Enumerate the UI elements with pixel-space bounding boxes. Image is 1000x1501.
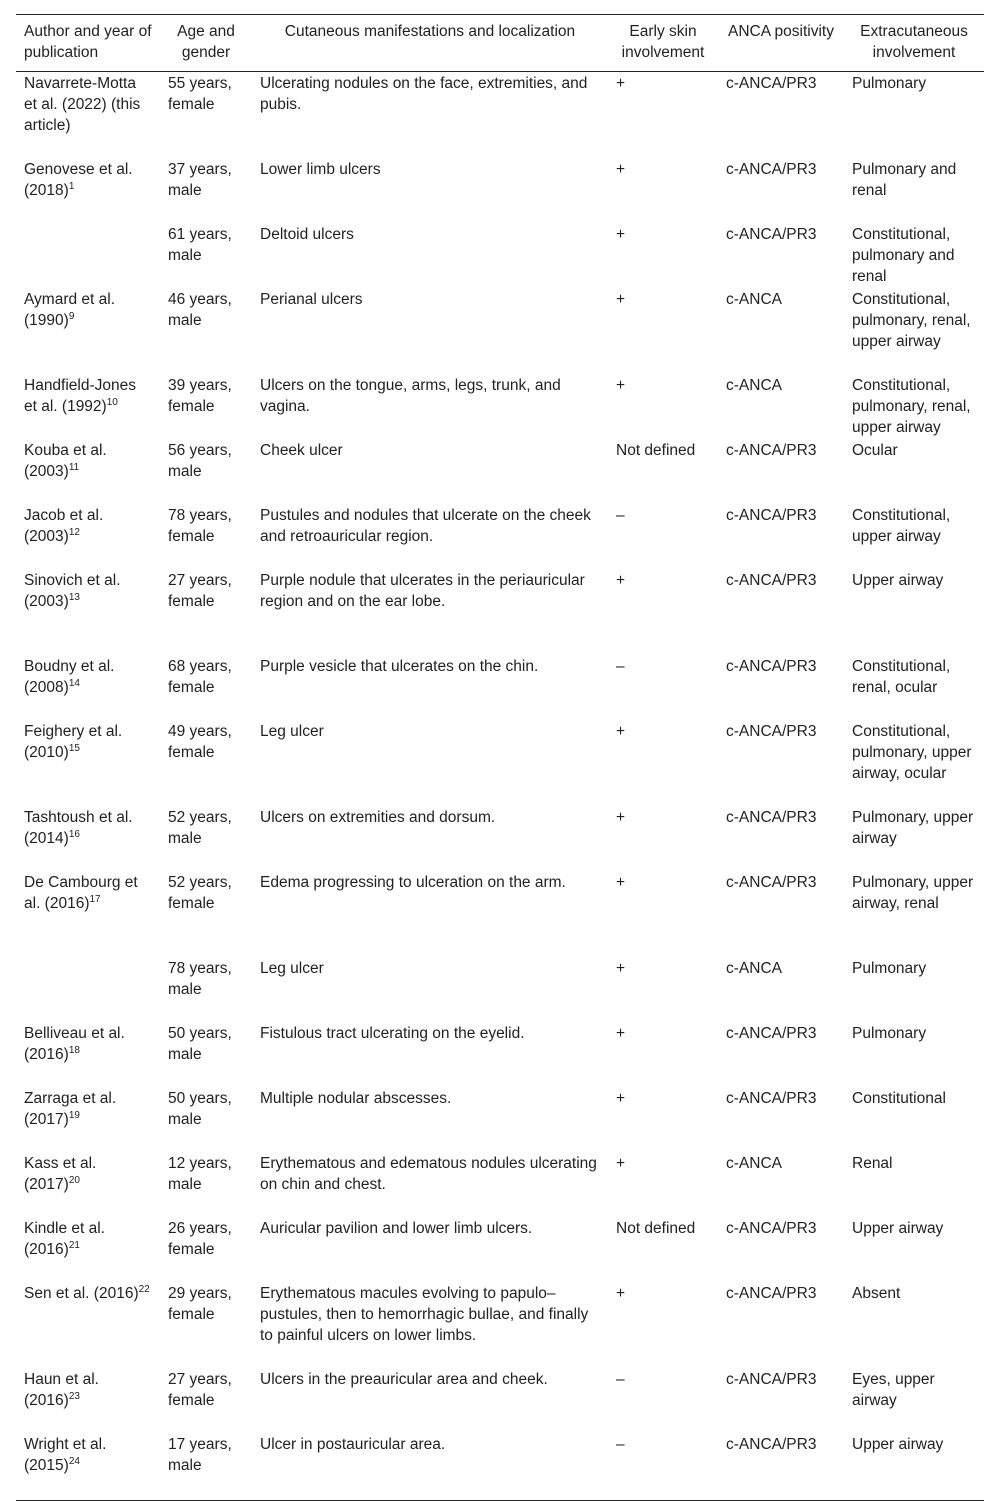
cell-extracutaneous: Pulmonary [852, 1025, 927, 1042]
cell-extracutaneous: Constitutional [852, 1090, 946, 1107]
cell-early-skin: – [616, 658, 625, 675]
cell-age-gender: 39 years, female [168, 377, 232, 415]
cell-age-gender: 55 years, female [168, 75, 232, 113]
cell-extracutaneous: Constitutional, pulmonary and renal [852, 226, 955, 285]
cell-cutaneous: Erythematous and edematous nodules ulcerating on chin and chest. [260, 1155, 597, 1193]
header-anca: ANCA positivity [728, 23, 834, 40]
cell-extracutaneous: Constitutional, renal, ocular [852, 658, 951, 696]
author-text: Belliveau et al. (2016) [24, 1025, 125, 1063]
cell-extracutaneous: Upper airway [852, 1220, 944, 1237]
author-text: Kouba et al. (2003) [24, 442, 107, 480]
cell-cutaneous: Ulcers on extremities and dorsum. [260, 809, 496, 826]
cell-anca: c-ANCA/PR3 [726, 1285, 817, 1302]
cell-age-gender: 52 years, female [168, 874, 232, 912]
cell-extracutaneous: Ocular [852, 442, 898, 459]
cell-author [16, 1153, 160, 1218]
header-cutaneous: Cutaneous manifestations and localization [284, 23, 576, 40]
cell-cutaneous: Lower limb ulcers [260, 161, 381, 178]
cell-author [16, 958, 160, 1023]
cell-cutaneous: Ulcerating nodules on the face, extremities, and pubis. [260, 75, 588, 113]
cell-cutaneous: Purple vesicle that ulcerates on the chin. [260, 658, 539, 675]
cell-anca: c-ANCA [726, 960, 782, 977]
cell-cutaneous: Pustules and nodules that ulcerate on the cheek and retroauricular region. [260, 507, 591, 545]
table-row [16, 159, 984, 224]
reference-number: 1 [68, 180, 75, 192]
cell-cutaneous: Ulcer in postauricular area. [260, 1436, 446, 1453]
cell-cutaneous: Perianal ulcers [260, 291, 363, 308]
table-header [16, 15, 984, 72]
reference-number: 10 [106, 396, 118, 408]
cell-anca: c-ANCA/PR3 [726, 161, 817, 178]
cell-cutaneous: Ulcers on the tongue, arms, legs, trunk, and vagina. [260, 377, 561, 415]
cell-cutaneous: Ulcers in the preauricular area and cheek. [260, 1371, 548, 1388]
cell-cutaneous: Multiple nodular abscesses. [260, 1090, 452, 1107]
author-text: Zarraga et al. (2017) [24, 1090, 117, 1128]
cell-age-gender: 26 years, female [168, 1220, 232, 1258]
cell-anca: c-ANCA/PR3 [726, 1090, 817, 1107]
cell-age-gender: 61 years, male [168, 226, 232, 264]
cell-author [16, 72, 160, 160]
reference-number: 22 [138, 1283, 150, 1295]
table-body [16, 72, 984, 1501]
author-text: Kindle et al. (2016) [24, 1220, 105, 1258]
cell-early-skin: + [616, 161, 626, 178]
cell-author [16, 1369, 160, 1434]
cell-early-skin: – [616, 1436, 625, 1453]
cell-early-skin: + [616, 1285, 626, 1302]
cell-anca: c-ANCA [726, 377, 782, 394]
cell-author [16, 1283, 160, 1369]
cell-early-skin: Not defined [616, 442, 696, 459]
reference-number: 13 [68, 591, 80, 603]
cell-author [16, 1023, 160, 1088]
cell-early-skin: + [616, 809, 626, 826]
header-early-skin: Early skin involvement [621, 23, 705, 61]
cell-author [16, 1434, 160, 1501]
author-text: Haun et al. (2016) [24, 1371, 99, 1409]
cell-extracutaneous: Constitutional, upper airway [852, 507, 951, 545]
cell-author [16, 375, 160, 440]
reference-number: 16 [68, 828, 80, 840]
cell-author [16, 570, 160, 656]
cell-cutaneous: Leg ulcer [260, 723, 324, 740]
author-text: Kass et al. (2017) [24, 1155, 97, 1193]
cell-extracutaneous: Absent [852, 1285, 901, 1302]
reference-number: 18 [68, 1044, 80, 1056]
reference-number: 21 [68, 1239, 80, 1251]
cell-author [16, 289, 160, 375]
header-row [16, 15, 984, 72]
table-row [16, 570, 984, 656]
cell-age-gender: 78 years, male [168, 960, 232, 998]
author-text: Boudny et al. (2008) [24, 658, 115, 696]
cell-author [16, 721, 160, 807]
cell-early-skin: + [616, 874, 626, 891]
cell-age-gender: 27 years, female [168, 572, 232, 610]
cell-extracutaneous: Constitutional, pulmonary, renal, upper airway [852, 291, 971, 350]
table-row [16, 1434, 984, 1501]
reference-number: 15 [68, 742, 80, 754]
cell-early-skin: + [616, 226, 626, 243]
table-row [16, 721, 984, 807]
cell-author [16, 656, 160, 721]
cell-early-skin: + [616, 291, 626, 308]
cell-extracutaneous: Renal [852, 1155, 893, 1172]
table-row [16, 440, 984, 505]
cell-extracutaneous: Pulmonary, upper airway, renal [852, 874, 974, 912]
author-text: Sinovich et al. (2003) [24, 572, 121, 610]
reference-number: 20 [68, 1174, 80, 1186]
cell-age-gender: 29 years, female [168, 1285, 232, 1323]
reference-number: 19 [68, 1109, 80, 1121]
cell-author [16, 1218, 160, 1283]
table-row [16, 289, 984, 375]
cell-author [16, 1088, 160, 1153]
cell-early-skin: + [616, 1090, 626, 1107]
cell-anca: c-ANCA/PR3 [726, 1220, 817, 1237]
author-text: De Cambourg et al. (2016) [24, 874, 138, 912]
cell-early-skin: – [616, 507, 625, 524]
table-row [16, 1153, 984, 1218]
cell-cutaneous: Fistulous tract ulcerating on the eyelid. [260, 1025, 525, 1042]
cell-cutaneous: Leg ulcer [260, 960, 324, 977]
reference-number: 17 [89, 893, 101, 905]
table-row [16, 1023, 984, 1088]
cell-author [16, 807, 160, 872]
author-text: Tashtoush et al. (2014) [24, 809, 133, 847]
cell-extracutaneous: Pulmonary and renal [852, 161, 957, 199]
reference-number: 11 [68, 461, 80, 473]
table-row [16, 1088, 984, 1153]
cell-age-gender: 56 years, male [168, 442, 232, 480]
cell-extracutaneous: Constitutional, pulmonary, upper airway, ocular [852, 723, 972, 782]
header-author: Author and year of publication [24, 23, 152, 61]
reference-number: 24 [68, 1455, 80, 1467]
cell-anca: c-ANCA/PR3 [726, 1436, 817, 1453]
cell-early-skin: + [616, 75, 626, 92]
cell-anca: c-ANCA/PR3 [726, 226, 817, 243]
author-text: Handfield-Jones et al. (1992) [24, 377, 137, 415]
cell-early-skin: + [616, 1155, 626, 1172]
cell-early-skin: + [616, 377, 626, 394]
cell-early-skin: – [616, 1371, 625, 1388]
cases-table [16, 14, 984, 1501]
cell-extracutaneous: Upper airway [852, 1436, 944, 1453]
cell-age-gender: 50 years, male [168, 1025, 232, 1063]
cell-anca: c-ANCA/PR3 [726, 507, 817, 524]
cell-author [16, 505, 160, 570]
cell-early-skin: + [616, 1025, 626, 1042]
cell-anca: c-ANCA/PR3 [726, 723, 817, 740]
cell-early-skin: + [616, 723, 626, 740]
reference-number: 12 [68, 526, 80, 538]
cell-anca: c-ANCA/PR3 [726, 75, 817, 92]
cell-age-gender: 12 years, male [168, 1155, 232, 1193]
cell-cutaneous: Cheek ulcer [260, 442, 343, 459]
cell-anca: c-ANCA [726, 1155, 782, 1172]
cell-early-skin: + [616, 960, 626, 977]
cell-anca: c-ANCA/PR3 [726, 809, 817, 826]
table-row [16, 224, 984, 289]
cell-author [16, 159, 160, 224]
cell-anca: c-ANCA [726, 291, 782, 308]
cell-extracutaneous: Eyes, upper airway [852, 1371, 935, 1409]
table-row [16, 1218, 984, 1283]
author-text: Feighery et al. (2010) [24, 723, 123, 761]
table-row [16, 656, 984, 721]
table-row [16, 958, 984, 1023]
table-row [16, 72, 984, 160]
cell-age-gender: 78 years, female [168, 507, 232, 545]
cell-extracutaneous: Pulmonary [852, 75, 927, 92]
cell-cutaneous: Purple nodule that ulcerates in the periauricular region and on the ear lobe. [260, 572, 585, 610]
cell-anca: c-ANCA/PR3 [726, 572, 817, 589]
cell-author [16, 872, 160, 958]
cell-early-skin: Not defined [616, 1220, 696, 1237]
cell-age-gender: 17 years, male [168, 1436, 232, 1474]
cell-anca: c-ANCA/PR3 [726, 442, 817, 459]
cell-age-gender: 50 years, male [168, 1090, 232, 1128]
cell-age-gender: 52 years, male [168, 809, 232, 847]
table-row [16, 375, 984, 440]
table-row [16, 505, 984, 570]
cell-cutaneous: Auricular pavilion and lower limb ulcers. [260, 1220, 533, 1237]
cell-age-gender: 46 years, male [168, 291, 232, 329]
author-text: Navarrete-Motta et al. (2022) (this article) [24, 75, 141, 134]
cell-extracutaneous: Pulmonary, upper airway [852, 809, 974, 847]
author-text: Wright et al. (2015) [24, 1436, 107, 1474]
author-text: Aymard et al. (1990) [24, 291, 116, 329]
cell-age-gender: 49 years, female [168, 723, 232, 761]
cell-anca: c-ANCA/PR3 [726, 1371, 817, 1388]
cell-age-gender: 37 years, male [168, 161, 232, 199]
reference-number: 23 [68, 1390, 80, 1402]
author-text: Jacob et al. (2003) [24, 507, 104, 545]
cell-author [16, 440, 160, 505]
cell-anca: c-ANCA/PR3 [726, 1025, 817, 1042]
table-row [16, 872, 984, 958]
table-row [16, 1283, 984, 1369]
reference-number: 9 [68, 310, 75, 322]
cell-extracutaneous: Pulmonary [852, 960, 927, 977]
cell-cutaneous: Erythematous macules evolving to papulo–pustules, then to hemorrhagic bullae, and finally to painful ulcers on lower limbs. [260, 1285, 589, 1344]
cell-early-skin: + [616, 572, 626, 589]
cell-age-gender: 68 years, female [168, 658, 232, 696]
cell-anca: c-ANCA/PR3 [726, 658, 817, 675]
reference-number: 14 [68, 677, 80, 689]
author-text: Genovese et al. (2018) [24, 161, 133, 199]
cell-cutaneous: Deltoid ulcers [260, 226, 354, 243]
cell-anca: c-ANCA/PR3 [726, 874, 817, 891]
table-row [16, 807, 984, 872]
table-row [16, 1369, 984, 1434]
header-extracutaneous: Extracutaneous involvement [860, 23, 968, 61]
cell-cutaneous: Edema progressing to ulceration on the arm. [260, 874, 566, 891]
cell-extracutaneous: Constitutional, pulmonary, renal, upper airway [852, 377, 971, 436]
cell-author [16, 224, 160, 289]
cell-extracutaneous: Upper airway [852, 572, 944, 589]
header-age-gender: Age and gender [177, 23, 235, 61]
cell-age-gender: 27 years, female [168, 1371, 232, 1409]
author-text: Sen et al. (2016) [24, 1285, 139, 1302]
